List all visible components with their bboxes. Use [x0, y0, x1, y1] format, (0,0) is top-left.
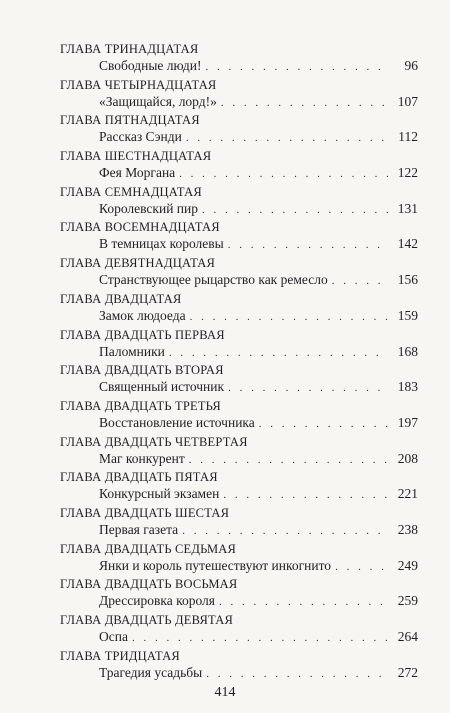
chapter-label: ГЛАВА ЧЕТЫРНАДЦАТАЯ [60, 77, 217, 92]
chapter-title: Восстановление источника [99, 414, 255, 430]
page-number: 131 [397, 200, 418, 216]
title-line [99, 664, 418, 681]
chapter-label: ГЛАВА ТРИНАДЦАТАЯ [60, 42, 199, 56]
chapter-label: ГЛАВА ДВАДЦАТЬ ПЯТАЯ [60, 470, 218, 485]
toc-entry [60, 328, 418, 364]
chapter-label: ГЛАВА ДВАДЦАТЬ ДЕВЯТАЯ [60, 613, 234, 627]
title-line [99, 235, 418, 252]
chapter-title: Маг конкурент [99, 450, 185, 466]
chapter-label: ГЛАВА ПЯТНАДЦАТАЯ [60, 113, 200, 128]
dot-leader [182, 523, 388, 540]
chapter-title: Священный источник [99, 379, 225, 395]
chapter-title: Янки и король путешествуют инкогнито [99, 557, 332, 573]
page-number: 159 [397, 307, 418, 323]
toc-entry [60, 292, 418, 328]
title-line [99, 557, 418, 574]
chapter-title: Дрессировка короля [99, 593, 215, 609]
dot-leader [332, 273, 388, 290]
toc-entry [60, 649, 418, 685]
title-line [99, 57, 418, 74]
toc-entry [60, 470, 418, 506]
chapter-title: Свободные люди! [99, 58, 202, 73]
toc-entry [60, 185, 418, 221]
chapter-title: «Защищайся, лорд!» [99, 93, 217, 109]
toc-entry [60, 506, 418, 542]
dot-leader [228, 380, 388, 397]
chapter-title: Фея Моргана [99, 165, 176, 181]
chapter-label: ГЛАВА ДВАДЦАТЬ ПЕРВАЯ [60, 327, 225, 342]
page-number: 96 [404, 58, 418, 73]
dot-leader [169, 345, 388, 362]
page-number: 168 [397, 343, 418, 359]
dot-leader [221, 95, 388, 112]
dot-leader [189, 452, 388, 469]
page-number: 142 [397, 236, 418, 252]
chapter-title: Оспа [99, 629, 128, 644]
page-number: 238 [397, 521, 418, 537]
page-footer-number: 414 [214, 685, 236, 700]
chapter-label: ГЛАВА ДВАДЦАТЬ ЧЕТВЕРТАЯ [60, 434, 248, 449]
page-number: 156 [397, 272, 418, 288]
chapter-label: ГЛАВА ДВАДЦАТЬ ВОСЬМАЯ [60, 577, 238, 592]
title-line [99, 343, 418, 360]
toc-entry [60, 577, 418, 613]
chapter-label: ГЛАВА ВОСЕМНАДЦАТАЯ [60, 220, 220, 235]
toc-entry [60, 78, 418, 114]
dot-leader [228, 237, 388, 254]
title-line [99, 378, 418, 395]
chapter-label: ГЛАВА ДВАДЦАТЬ ТРЕТЬЯ [60, 398, 221, 413]
table-of-contents [60, 42, 418, 684]
toc-entry [60, 435, 418, 471]
chapter-label: ГЛАВА ДВАДЦАТАЯ [60, 291, 182, 306]
title-line [99, 628, 418, 645]
chapter-title: Первая газета [99, 521, 179, 537]
dot-leader [335, 559, 388, 576]
toc-entry [60, 256, 418, 292]
page-number: 221 [397, 486, 418, 502]
chapter-label: ГЛАВА ДВАДЦАТЬ СЕДЬМАЯ [60, 541, 237, 556]
title-line [99, 450, 418, 467]
title-line [99, 414, 418, 431]
toc-entry [60, 149, 418, 185]
chapter-title: Конкурсный экзамен [99, 486, 220, 502]
page-number: 259 [397, 593, 418, 609]
toc-entry [60, 542, 418, 578]
page-number: 249 [397, 557, 418, 573]
page-number: 107 [397, 93, 418, 109]
page-number: 208 [397, 450, 418, 466]
page-number: 183 [397, 379, 418, 395]
chapter-label: ГЛАВА ДВАДЦАТЬ ШЕСТАЯ [60, 505, 230, 520]
chapter-title: Странствующее рыцарство как ремесло [99, 272, 328, 288]
dot-leader [223, 487, 388, 504]
dot-leader [219, 594, 388, 611]
page-number: 264 [397, 629, 418, 644]
toc-entry [60, 399, 418, 435]
chapter-title: Замок людоеда [99, 307, 186, 323]
dot-leader [179, 166, 388, 183]
title-line [99, 307, 418, 324]
page-number: 197 [397, 414, 418, 430]
page-number: 112 [398, 129, 418, 145]
toc-entry [60, 613, 418, 649]
chapter-title: В темницах королевы [99, 236, 224, 252]
toc-entry [60, 113, 418, 149]
toc-entry [60, 363, 418, 399]
chapter-title: Рассказ Сэнди [99, 129, 182, 145]
title-line [99, 271, 418, 288]
chapter-label: ГЛАВА ДВАДЦАТЬ ВТОРАЯ [60, 363, 224, 378]
page-number: 272 [397, 664, 418, 680]
dot-leader [206, 666, 388, 683]
dot-leader [206, 59, 388, 76]
chapter-title: Королевский пир [99, 200, 199, 216]
chapter-label: ГЛАВА СЕМНАДЦАТАЯ [60, 184, 202, 199]
title-line [99, 200, 418, 217]
dot-leader [190, 309, 388, 326]
dot-leader [202, 202, 388, 219]
title-line [99, 521, 418, 538]
chapter-label: ГЛАВА ШЕСТНАДЦАТАЯ [60, 149, 212, 164]
dot-leader [132, 630, 388, 647]
page-number: 122 [397, 165, 418, 181]
title-line [99, 592, 418, 609]
chapter-title: Паломники [99, 343, 165, 359]
chapter-title: Трагедия усадьбы [99, 664, 203, 680]
title-line [99, 485, 418, 502]
toc-entry [60, 220, 418, 256]
title-line [99, 128, 418, 145]
title-line [99, 164, 418, 181]
title-line [99, 93, 418, 110]
dot-leader [186, 130, 388, 147]
chapter-label: ГЛАВА ДЕВЯТНАДЦАТАЯ [60, 256, 216, 271]
dot-leader [259, 416, 388, 433]
chapter-label: ГЛАВА ТРИДЦАТАЯ [60, 648, 180, 663]
toc-entry [60, 42, 418, 78]
